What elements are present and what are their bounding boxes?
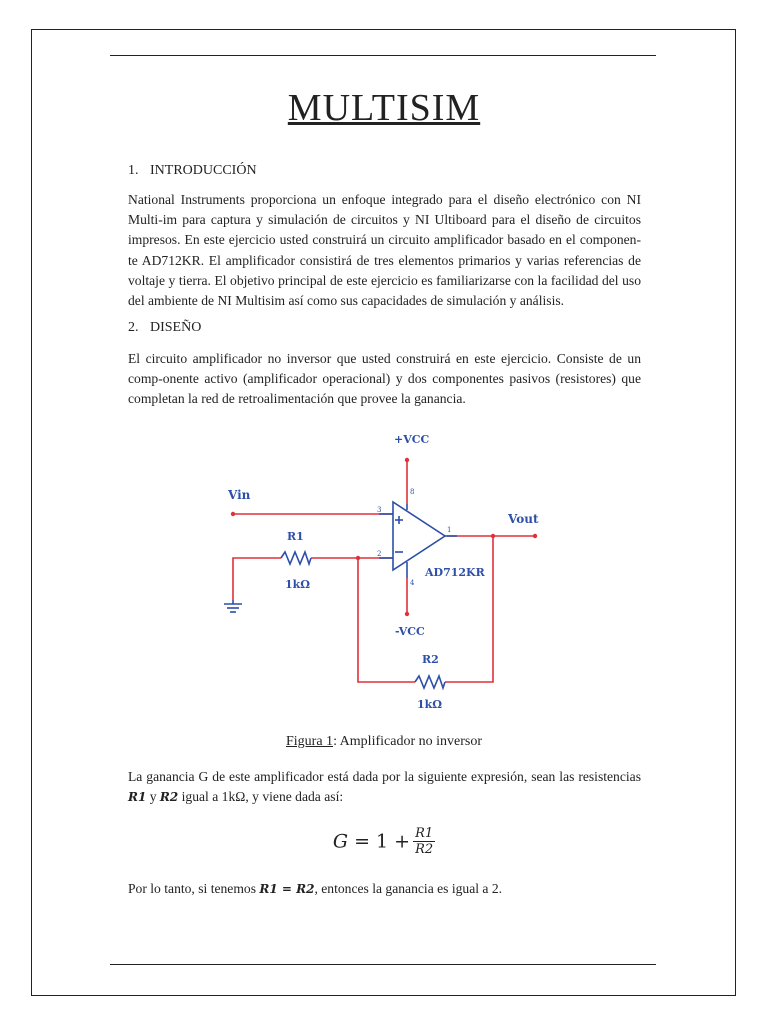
r1-name-label: R1 — [287, 530, 304, 543]
gain-formula — [0, 826, 768, 857]
gain-paragraph — [128, 767, 641, 807]
section-heading-intro — [128, 163, 257, 179]
gain-text-2: y — [146, 789, 160, 805]
vee-terminal — [405, 612, 409, 616]
footer-rule — [110, 964, 656, 965]
pin-minus-label: 2 — [377, 550, 382, 558]
formula-eq: = 1 + — [354, 830, 411, 853]
formula-fraction — [413, 826, 435, 857]
header-rule — [110, 55, 656, 56]
opamp-symbol — [393, 502, 445, 570]
figure-text: : Amplificador no inversor — [333, 734, 482, 749]
r1-left-wire — [233, 558, 281, 600]
vcc-neg-label: -VCC — [395, 625, 425, 638]
intro-paragraph: National Instruments proporciona un enfoque integrado para el diseño electrónico con NI Multi-im para captura y simulación de circuitos y NI Ultiboard para el diseño de circuitos impresos. En este ejercicio usted construirá un circuito amplificador basado en el componen-te AD712KR. El amplificador consistirá de tres elementos primarios y varias referencias de voltaje y tierra. El objetivo principal de este ejercicio es familiarizarse con la facilidad del uso del ambiente de NI Multisim así como sus capacidades de simulación y análisis. — [128, 192, 641, 309]
var-r1: R1 — [128, 790, 147, 805]
vcc-pos-label: +VCC — [394, 433, 430, 446]
document-title: MULTISIM — [287, 87, 481, 129]
r2-resistor — [415, 676, 445, 688]
circuit-diagram — [215, 428, 555, 718]
gain-text-3: igual a 1kΩ, y viene dada así: — [178, 789, 344, 805]
section-title: DISEÑO — [150, 320, 202, 335]
junction-dots — [231, 458, 537, 616]
var-r2: R2 — [159, 790, 179, 805]
opamp-label: AD712KR — [425, 566, 485, 579]
pin-vcc-label: 8 — [410, 488, 415, 496]
inverting-junction — [356, 556, 360, 560]
pin-plus-label: 3 — [377, 506, 382, 514]
figure-label: Figura 1 — [286, 734, 334, 749]
vout-terminal — [533, 534, 537, 538]
section-heading-design — [128, 320, 201, 336]
figure-caption — [0, 734, 768, 750]
output-junction — [491, 534, 495, 538]
r2-value-label: 1kΩ — [417, 698, 443, 711]
formula-lhs: G — [332, 830, 349, 853]
r2-name-label: R2 — [422, 653, 439, 666]
section-number: 1. — [128, 163, 139, 178]
pin-out-label: 1 — [447, 526, 452, 534]
r1-value-label: 1kΩ — [285, 578, 311, 591]
conclusion-paragraph — [128, 879, 641, 899]
vin-terminal — [231, 512, 235, 516]
r1-resistor — [281, 552, 311, 564]
feedback-right-wire — [445, 536, 493, 682]
circuit-labels — [227, 433, 539, 711]
gain-text-1: La ganancia G de este amplificador está dada por la siguiente expresión, sean las resistencias — [128, 769, 641, 784]
vout-label: Vout — [508, 512, 539, 526]
vcc-terminal — [405, 458, 409, 462]
design-paragraph: El circuito amplificador no inversor que usted construirá en este ejercicio. Consiste de un comp-onente activo (amplificador operacional) y dos componentes pasivos (resistores) que completan la red de retroalimentación que provee la ganancia. — [128, 351, 641, 407]
formula-numerator: R1 — [415, 826, 434, 841]
conclusion-text-2: , entonces la ganancia es igual a 2. — [314, 881, 503, 896]
pin-vee-label: 4 — [410, 579, 415, 587]
section-title: INTRODUCCIÓN — [150, 163, 257, 178]
conclusion-expr: R1 = R2 — [259, 882, 315, 896]
vin-label: Vin — [228, 488, 251, 502]
conclusion-text-1: Por lo tanto, si tenemos — [128, 881, 260, 896]
section-number: 2. — [128, 320, 139, 335]
formula-denominator: R2 — [415, 842, 434, 857]
wires — [233, 460, 535, 682]
